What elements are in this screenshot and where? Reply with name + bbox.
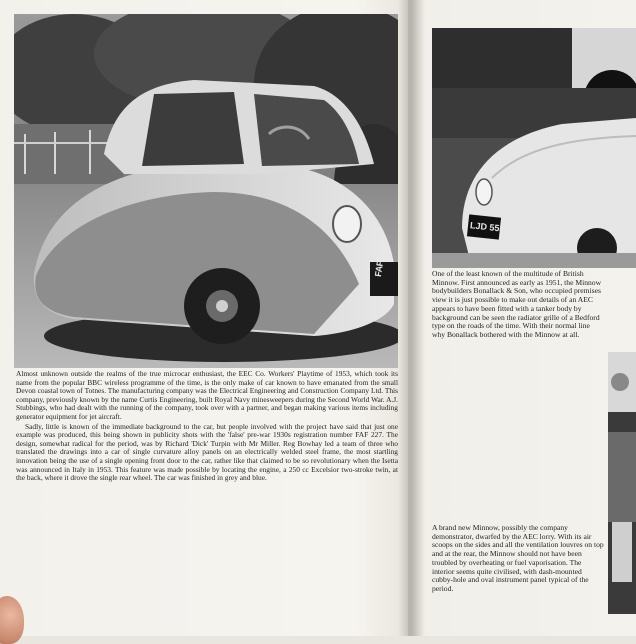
- top-right-caption-line: appears to have been fitted with a tanker body by: [432, 303, 582, 313]
- main-caption: [16, 370, 398, 483]
- book-gutter: [398, 0, 424, 636]
- bottom-right-caption-text: A brand new Minnow, possibly the company demonstrator, dwarfed by the AEC lorry. With its air scoops on the sides and all the ventilation louvres on top and at the rear, the Minnow should not have been troubled by overheating or fuel vaporisation. The interior seems quite civilised, with dash-mounted cubby-hole and oval instrument panel typical of the period.: [432, 523, 604, 593]
- minnow-lorry-photo: [432, 28, 636, 268]
- minnow-interior-photo: [608, 352, 636, 614]
- top-right-caption-line: bodybuilders Bonallack & Son, who occupied premises: [432, 286, 601, 296]
- minnow-interior-photo-image: [608, 352, 636, 614]
- top-right-caption-line: background can be seen the radiator grille of a Bedford: [432, 312, 600, 322]
- microcar-plate-text: FAF 227: [373, 245, 388, 278]
- minnow-lorry-photo-image: [432, 28, 636, 268]
- top-right-caption-line: Minnow. First announced as early as 1951, the Minnow: [432, 277, 602, 287]
- top-right-caption-line: why Bonallack bothered with the Minnow at all.: [432, 329, 580, 339]
- top-right-caption-line: type on the roads of the time. With their normal line: [432, 321, 590, 331]
- top-right-caption: [432, 270, 636, 340]
- main-caption-paragraph-2: Sadly, little is known of the immediate background to the car, but people involved with the project have said that just one example was produced, this being shown in publicity shots with the 'false' pre-war 1930s registration number FAF 227. The design, somewhat radical for the period, was by Richard 'Dick' Turpin with Mr Miller. Reg Bowhay led a team of three who translated the drawings into a car of single curvature alloy panels on an electrically welded steel frame, the most startling innovation being the use of a single opening front door to the car, rather like that claimed to be so revolutionary when the Isetta was announced in Italy in 1953. This feature was made possible by locating the engine, a 250 cc Excelsior two-stroke twin, at the back, where it drove the single rear wheel. The car was finished in grey and blue.: [16, 421, 398, 483]
- top-right-caption-line: view it is just possible to make out details of an AEC: [432, 295, 593, 305]
- top-right-caption-line: One of the least known of the multitude of British: [432, 270, 584, 278]
- microcar-photo: [14, 14, 398, 368]
- main-caption-paragraph-1: Almost unknown outside the realms of the true microcar enthusiast, the EEC Co. Workers' Playtime of 1953, which took its name from the popular BBC wireless programme of the time, is the only make of car known to have emanated from the small Devon coastal town of Totnes. The manufacturing company was the Electrical Engineering and Construction Company Ltd. This company, previously known by the name Curtis Engineering, built Royal Navy minesweepers during the Second World War. A.J. Stubbings, who had dealt with the running of the company, took over with a partner, and began making various items including generator equipment for jet aircraft.: [16, 369, 398, 421]
- microcar-photo-image: [14, 14, 398, 368]
- bottom-right-caption: [432, 524, 604, 594]
- minnow-plate-text: LJD 555: [469, 220, 505, 234]
